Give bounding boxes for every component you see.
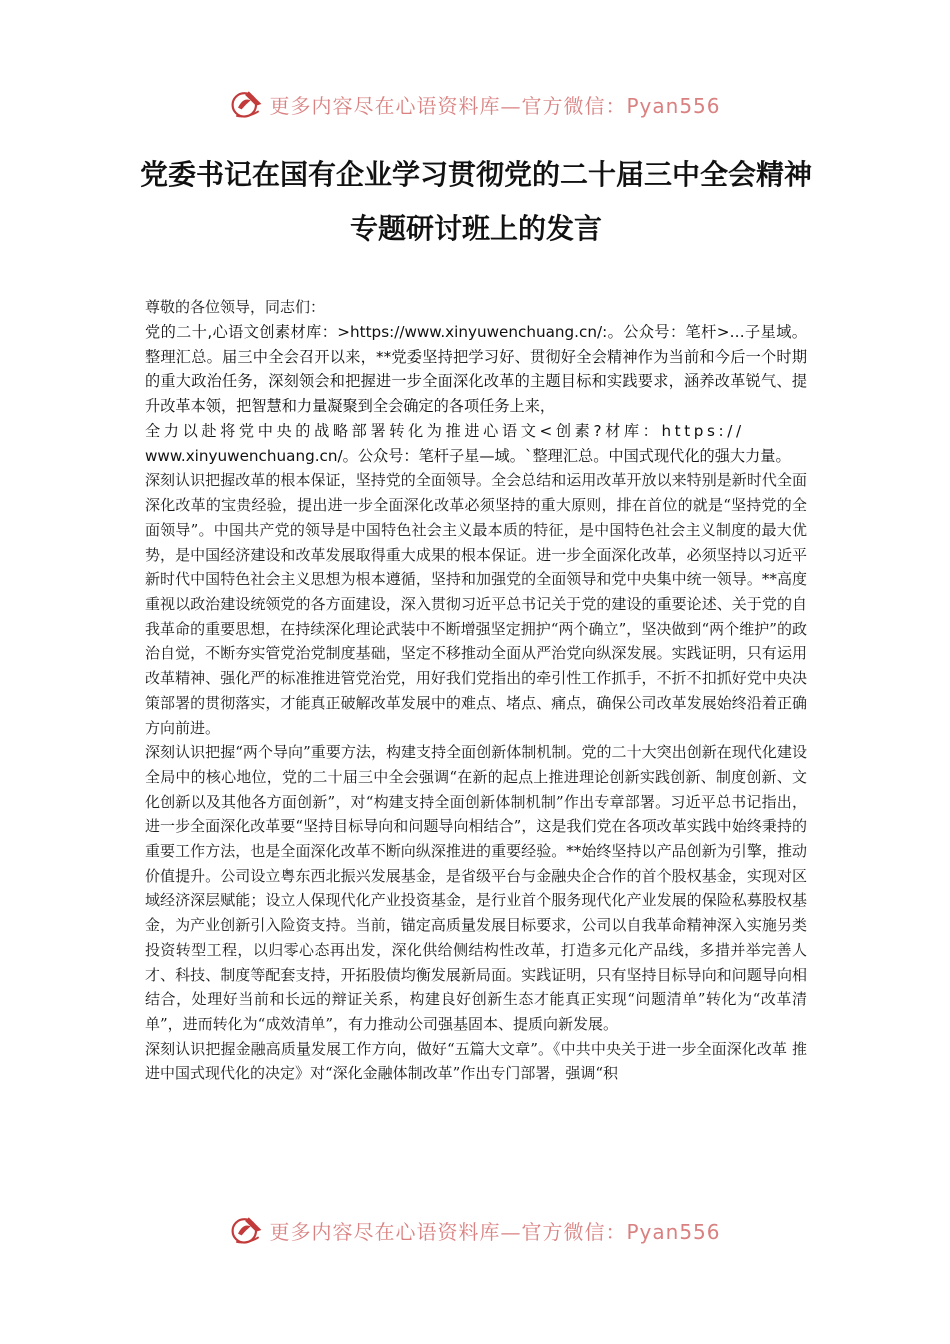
watermark-logo-icon: [229, 86, 265, 122]
body-paragraph-2: 深刻认识把握“两个导向”重要方法，构建支持全面创新体制机制。党的二十大突出创新在现代化建设全局中的核心地位，党的二十届三中全会强调“在新的起点上推进理论创新实践创新、制度创新、文化创新以及其他各方面创新”，对“构建支持全面创新体制机制”作出专章部署。习近平总书记指出，进一步全面深化改革要“坚持目标导向和问题导向相结合”，这是我们党在各项改革实践中始终秉持的重要工作方法，也是全面深化改革不断向纵深推进的重要经验。**始终坚持以产品创新为引擎，推动价值提升。公司设立粤东西北振兴发展基金，是省级平台与金融央企合作的首个股权基金，实现对区域经济深层赋能；设立人保现代化产业投资基金，是行业首个服务现代化产业发展的保险私募股权基金，为产业创新引入险资支持。当前，锚定高质量发展目标要求，公司以自我革命精神深入实施另类投资转型工程，以归零心态再出发，深化供给侧结构性改革，打造多元化产品线，多措并举完善人才、科技、制度等配套支持，开拓股债均衡发展新局面。实践证明，只有坚持目标导向和问题导向相结合，处理好当前和长远的辩证关系，构建良好创新生态才能真正实现“问题清单”转化为“改革清单”，进而转化为“成效清单”，有力推动公司强基固本、提质向新发展。: [145, 743, 807, 1033]
salutation: 尊敬的各位领导，同志们：: [145, 298, 326, 316]
watermark-text: 更多内容尽在心语资料库—官方微信：Pyan556: [269, 1219, 721, 1244]
intro-paragraph-tail: www.xinyuwenchuang.cn/。公众号：笔杆子星—域。`整理汇总。中国式现代化的强大力量。: [145, 446, 791, 465]
intro-paragraph-line: 全力以赴将党中央的战略部署转化为推进心语文<创素?材库：https://: [145, 421, 745, 440]
watermark-header: [0, 84, 950, 124]
body-paragraph-3: 深刻认识把握金融高质量发展工作方向，做好“五篇大文章”。《中共中央关于进一步全面深化改革 推进中国式现代化的决定》对“深化金融体制改革”作出专门部署，强调“积: [145, 1039, 807, 1083]
watermark-footer: [0, 1210, 950, 1250]
watermark-logo-icon: [229, 1212, 265, 1248]
watermark-text: 更多内容尽在心语资料库—官方微信：Pyan556: [269, 93, 721, 118]
intro-paragraph: 党的二十,心语文创素材库：>https://www.xinyuwenchuang.cn/:。公众号：笔杆>…子星域。整理汇总。届三中全会召开以来，**党委坚持把学习好、贯彻好全会精神作为当前和今后一个时期的重大政治任务，深刻领会和把握进一步全面深化改革的主题目标和实践要求，涵养改革锐气、提升改革本领，把智慧和力量凝聚到全会确定的各项任务上来，: [145, 322, 807, 416]
body-paragraph-1: 深刻认识把握改革的根本保证，坚持党的全面领导。全会总结和运用改革开放以来特别是新时代全面深化改革的宝贵经验，提出进一步全面深化改革必须坚持的重大原则，排在首位的就是“坚持党的全面领导”。中国共产党的领导是中国特色社会主义最本质的特征，是中国特色社会主义制度的最大优势，是中国经济建设和改革发展取得重大成果的根本保证。进一步全面深化改革，必须坚持以习近平新时代中国特色社会主义思想为根本遵循，坚持和加强党的全面领导和党中央集中统一领导。**高度重视以政治建设统领党的各方面建设，深入贯彻习近平总书记关于党的建设的重要论述、关于党的自我革命的重要思想，在持续深化理论武装中不断增强坚定拥护“两个确立”，坚决做到“两个维护”的政治自觉，不断夯实管党治党制度基础，坚定不移推动全面从严治党向纵深发展。实践证明，只有运用改革精神、强化严的标准推进管党治党，用好我们党指出的牵引性工作抓手，不折不扣抓好党中央决策部署的贯彻落实，才能真正破解改革发展中的难点、堵点、痛点，确保公司改革发展始终沿着正确方向前进。: [145, 471, 807, 737]
document-title: 党委书记在国有企业学习贯彻党的二十届三中全会精神专题研讨班上的发言: [140, 158, 813, 245]
document-body: [145, 295, 807, 1086]
